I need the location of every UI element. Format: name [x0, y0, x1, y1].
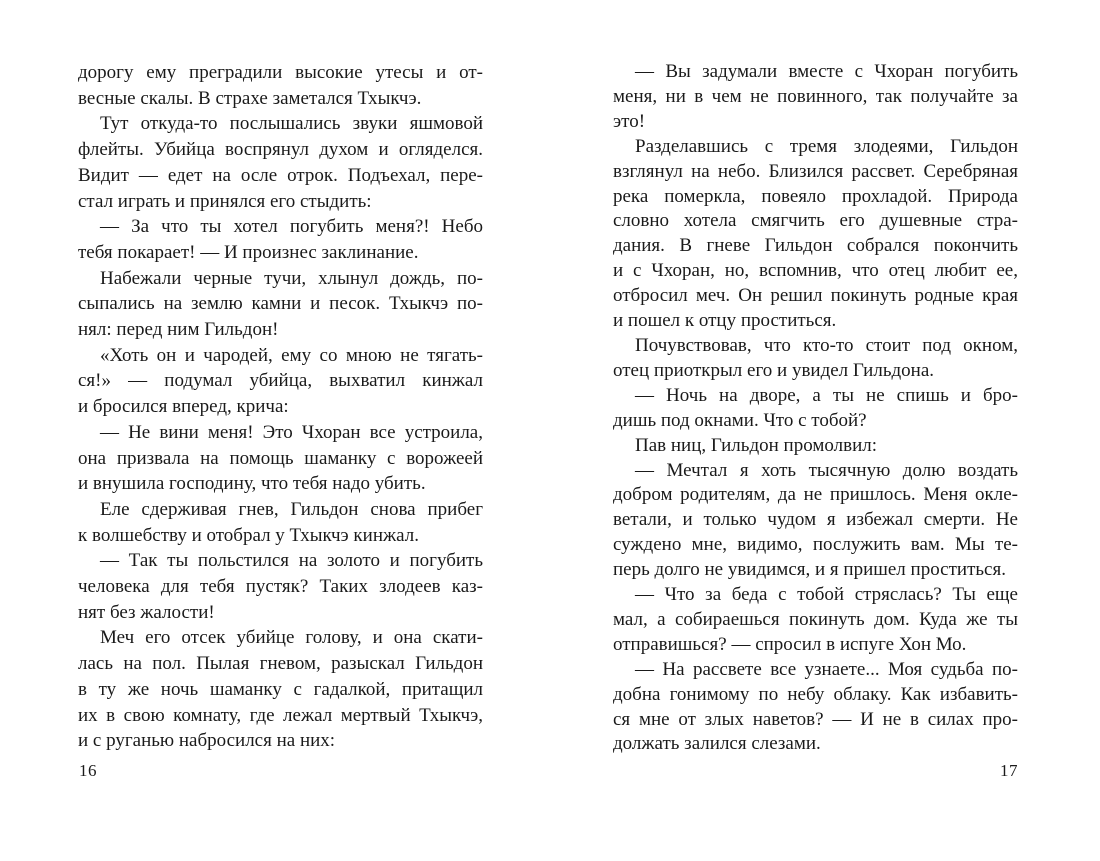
text-line: ся!» — подумал убийца, выхватил кинжал [78, 370, 483, 392]
text-line: отец приоткрыл его и увидел Гильдона. [613, 359, 935, 381]
page-number-left: 16 [79, 761, 97, 780]
text-line: это! [613, 110, 646, 132]
text-line: дания. В гневе Гильдон собрался покончить [613, 235, 1018, 257]
text-line: — На рассвете все узнаете... Моя судьба по- [635, 658, 1018, 680]
text-line: мал, а собираешься покинуть дом. Куда же ты [613, 608, 1018, 630]
text-line: тебя покарает! — И произнес заклинание. [78, 241, 419, 263]
text-line: к волшебству и отобрал у Тхыкчэ кинжал. [78, 524, 419, 546]
text-line: весные скалы. В страхе заметался Тхыкчэ. [78, 87, 422, 109]
text-line: их в свою комнату, где лежал мертвый Тхыкчэ, [78, 704, 483, 726]
page-left-text [78, 60, 483, 754]
text-line: и бросился вперед, крича: [78, 396, 289, 418]
page-number-right: 17 [1000, 761, 1018, 780]
text-line: отбросил меч. Он решил покинуть родные края [613, 285, 1018, 307]
text-line: река померкла, повеяло прохладой. Природа [613, 185, 1018, 207]
page-right-text [613, 60, 1018, 757]
text-line: она призвала на помощь шаманку с ворожеей [78, 447, 483, 469]
text-line: взглянул на небо. Близился рассвет. Серебряная [613, 160, 1018, 182]
text-line: «Хоть он и чародей, ему со мною не тягать- [100, 344, 483, 366]
text-line: перь долго не увидимся, и я пришел проститься. [613, 559, 1006, 581]
text-line: добром родителям, да не пришлось. Меня окле- [613, 484, 1018, 506]
text-line: должать залился слезами. [613, 733, 821, 755]
text-line: Еле сдерживая гнев, Гильдон снова прибег [100, 498, 483, 520]
text-line: человека для тебя пустяк? Таких злодеев каз- [78, 576, 483, 598]
text-line: и с Чхоран, но, вспомнив, что отец любит ее, [613, 260, 1018, 282]
text-line: словно хотела смягчить его душевные стра- [613, 210, 1018, 232]
text-line: Разделавшись с тремя злодеями, Гильдон [635, 135, 1018, 157]
text-line: сыпались на землю камни и песок. Тхыкчэ по- [78, 293, 483, 315]
text-line: дорогу ему преградили высокие утесы и от- [78, 62, 483, 83]
text-line: стал играть и принялся его стыдить: [78, 190, 372, 212]
text-line: — За что ты хотел погубить меня?! Небо [100, 216, 483, 238]
text-line: нят без жалости! [78, 601, 215, 623]
text-line: в ту же ночь шаманку с гадалкой, притащил [78, 678, 483, 700]
text-line: — Мечтал я хоть тысячную долю воздать [635, 459, 1018, 481]
text-line: — Вы задумали вместе с Чхоран погубить [635, 61, 1018, 82]
text-line: и с руганью набросился на них: [78, 730, 336, 752]
text-line: ветали, и только чудом я избежал смерти. Не [613, 509, 1018, 531]
text-line: — Не вини меня! Это Чхоран все устроила, [100, 421, 483, 443]
text-line: лась на пол. Пылая гневом, разыскал Гильдон [78, 653, 483, 675]
text-line: и пошел к отцу проститься. [613, 310, 837, 332]
text-line: суждено мне, видимо, послужить вам. Мы те- [613, 534, 1018, 556]
text-line: — Так ты польстился на золото и погубить [100, 550, 483, 572]
text-line: Меч его отсек убийце голову, и она скати- [100, 627, 483, 649]
text-line: меня, ни в чем не повинного, так получайте за [613, 85, 1018, 107]
text-line: отправишься? — спросил в испуге Хон Мо. [613, 633, 967, 655]
text-line: добна гонимому по небу облаку. Как избавить- [613, 683, 1018, 705]
text-line: Пав ниц, Гильдон промолвил: [635, 434, 877, 456]
text-line: нял: перед ним Гильдон! [78, 319, 279, 341]
text-line: — Что за беда с тобой стряслась? Ты еще [635, 584, 1018, 606]
text-line: дишь под окнами. Что с тобой? [613, 409, 867, 431]
text-line: — Ночь на дворе, а ты не спишь и бро- [635, 384, 1018, 406]
text-line: Тут откуда-то послышались звуки яшмовой [100, 113, 483, 135]
text-line: Почувствовав, что кто-то стоит под окном, [635, 334, 1018, 356]
text-line: Набежали черные тучи, хлынул дождь, по- [100, 267, 483, 289]
text-line: флейты. Убийца воспрянул духом и огляделся. [78, 139, 483, 161]
text-line: и внушила господину, что тебя надо убить. [78, 473, 426, 495]
text-line: ся мне от злых наветов? — И не в силах про- [613, 708, 1018, 730]
text-line: Видит — едет на осле отрок. Подъехал, пере- [78, 164, 483, 186]
